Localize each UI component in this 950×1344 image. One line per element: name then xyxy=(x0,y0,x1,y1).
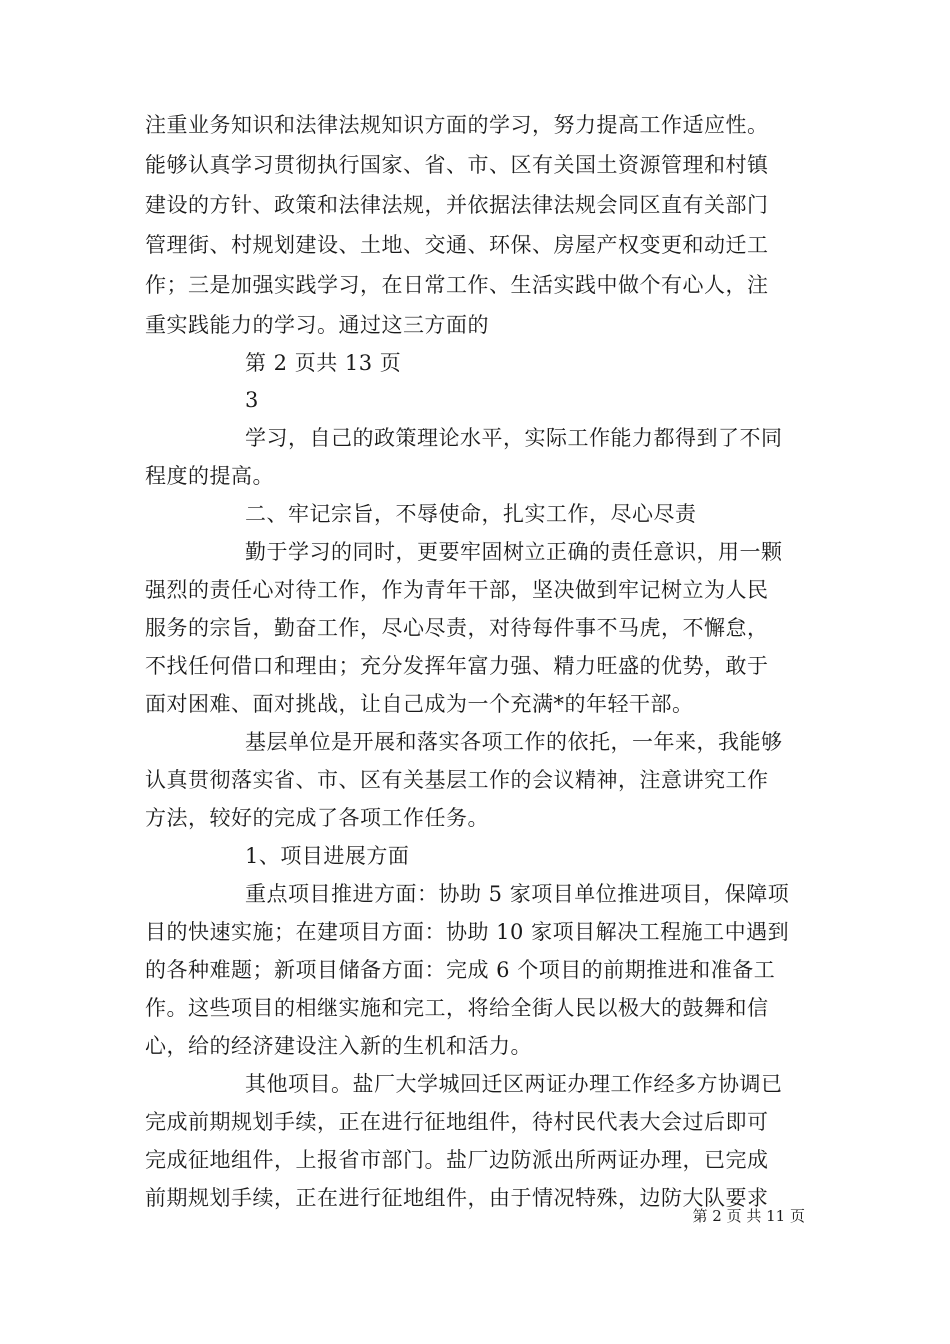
text-line: 作；三是加强实践学习，在日常工作、生活实践中做个有心人，注 xyxy=(145,273,769,297)
text-line: 的各种难题；新项目储备方面：完成 6 个项目的前期推进和准备工 xyxy=(145,958,776,982)
inline-page-marker: 第 2 页共 13 页 xyxy=(245,351,402,375)
subsection-heading: 1、项目进展方面 xyxy=(245,844,410,868)
text-line: 前期规划手续，正在进行征地组件，由于情况特殊，边防大队要求 xyxy=(145,1186,769,1210)
text-line: 重点项目推进方面：协助 5 家项目单位推进项目，保障项 xyxy=(245,882,790,906)
text-line: 方法，较好的完成了各项工作任务。 xyxy=(145,806,489,830)
text-line: 面对困难、面对挑战，让自己成为一个充满*的年轻干部。 xyxy=(145,692,694,716)
text-line: 不找任何借口和理由；充分发挥年富力强、精力旺盛的优势，敢于 xyxy=(145,654,769,678)
text-line: 其他项目。盐厂大学城回迁区两证办理工作经多方协调已 xyxy=(245,1072,783,1096)
text-line: 程度的提高。 xyxy=(145,464,274,488)
text-line: 服务的宗旨，勤奋工作，尽心尽责，对待每件事不马虎，不懈怠， xyxy=(145,616,769,640)
text-line: 勤于学习的同时，更要牢固树立正确的责任意识，用一颗 xyxy=(245,540,783,564)
section-heading: 二、牢记宗旨，不辱使命，扎实工作，尽心尽责 xyxy=(245,502,697,526)
text-line: 心，给的经济建设注入新的生机和活力。 xyxy=(145,1034,532,1058)
text-line: 完成征地组件，上报省市部门。盐厂边防派出所两证办理，已完成 xyxy=(145,1148,769,1172)
text-line: 重实践能力的学习。通过这三方面的 xyxy=(145,313,489,337)
text-line: 管理街、村规划建设、土地、交通、环保、房屋产权变更和动迁工 xyxy=(145,233,769,257)
text-line: 注重业务知识和法律法规知识方面的学习，努力提高工作适应性。 xyxy=(145,113,769,137)
text-line: 强烈的责任心对待工作，作为青年干部，坚决做到牢记树立为人民 xyxy=(145,578,769,602)
text-line: 完成前期规划手续，正在进行征地组件，待村民代表大会过后即可 xyxy=(145,1110,769,1134)
text-line: 目的快速实施；在建项目方面：协助 10 家项目解决工程施工中遇到 xyxy=(145,920,790,944)
text-line: 建设的方针、政策和法律法规，并依据法律法规会同区直有关部门 xyxy=(145,193,769,217)
text-line: 认真贯彻落实省、市、区有关基层工作的会议精神，注意讲究工作 xyxy=(145,768,769,792)
text-line: 能够认真学习贯彻执行国家、省、市、区有关国土资源管理和村镇 xyxy=(145,153,769,177)
text-line: 作。这些项目的相继实施和完工，将给全街人民以极大的鼓舞和信 xyxy=(145,996,769,1020)
inline-page-number: 3 xyxy=(245,388,259,412)
text-line: 学习，自己的政策理论水平，实际工作能力都得到了不同 xyxy=(245,426,783,450)
page-footer: 第 2 页 共 11 页 xyxy=(692,1207,805,1225)
text-line: 基层单位是开展和落实各项工作的依托，一年来，我能够 xyxy=(245,730,783,754)
